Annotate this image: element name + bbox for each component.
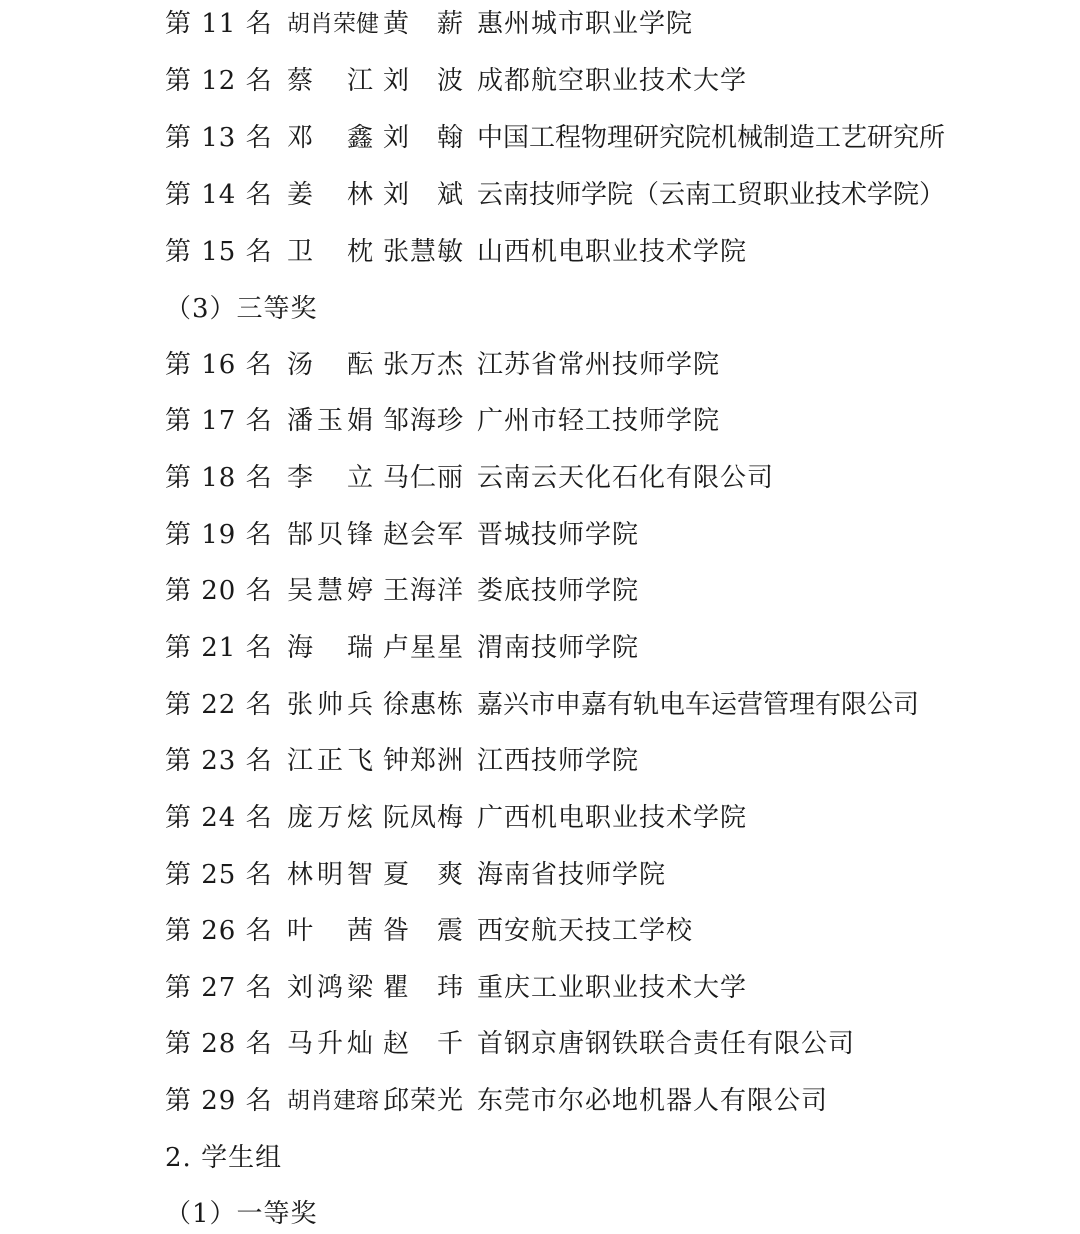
name-secondary: 王海洋 <box>383 576 463 606</box>
name-secondary: 张万杰 <box>383 350 463 380</box>
organization: 晋城技师学院 <box>477 520 640 550</box>
name-primary: 胡肖荣健 <box>287 11 379 37</box>
name-primary: 江正飞 <box>287 746 373 776</box>
award-tier-heading: （3）三等奖 <box>165 294 318 324</box>
name-secondary: 钟郑洲 <box>383 746 463 776</box>
rank-label: 第 22 名 <box>165 690 273 720</box>
name-secondary: 昝 震 <box>383 916 463 946</box>
rank-label: 第 21 名 <box>165 633 273 663</box>
name-secondary: 黄 薪 <box>383 9 463 39</box>
organization: 江西技师学院 <box>477 746 640 776</box>
name-secondary: 刘 斌 <box>383 180 463 210</box>
name-primary: 叶 茜 <box>287 916 373 946</box>
rank-label: 第 29 名 <box>165 1086 273 1116</box>
rank-label: 第 11 名 <box>165 9 273 39</box>
organization: 渭南技师学院 <box>477 633 640 663</box>
name-primary: 刘鸿梁 <box>287 973 373 1003</box>
name-secondary: 夏 爽 <box>383 860 463 890</box>
organization: 东莞市尔必地机器人有限公司 <box>477 1086 829 1116</box>
organization: 云南云天化石化有限公司 <box>477 463 775 493</box>
organization: 西安航天技工学校 <box>477 916 694 946</box>
name-primary: 林明智 <box>287 860 373 890</box>
organization: 广州市轻工技师学院 <box>477 406 721 436</box>
name-primary: 郜贝锋 <box>287 520 373 550</box>
organization: 惠州城市职业学院 <box>477 9 694 39</box>
name-secondary: 刘 波 <box>383 66 463 96</box>
organization: 娄底技师学院 <box>477 576 640 606</box>
organization: 山西机电职业技术学院 <box>477 237 748 267</box>
name-secondary: 徐惠栋 <box>383 690 463 720</box>
rank-label: 第 25 名 <box>165 860 273 890</box>
name-secondary: 赵 千 <box>383 1029 463 1059</box>
name-primary: 李 立 <box>287 463 373 493</box>
organization: 江苏省常州技师学院 <box>477 350 721 380</box>
name-primary: 庞万炫 <box>287 803 373 833</box>
rank-label: 第 19 名 <box>165 520 273 550</box>
name-secondary: 瞿 玮 <box>383 973 463 1003</box>
rank-label: 第 18 名 <box>165 463 273 493</box>
rank-label: 第 15 名 <box>165 237 273 267</box>
award-tier-heading: （1）一等奖 <box>165 1199 318 1229</box>
name-primary: 胡肖建瑢 <box>287 1088 379 1114</box>
rank-label: 第 26 名 <box>165 916 273 946</box>
rank-label: 第 27 名 <box>165 973 273 1003</box>
name-primary: 马升灿 <box>287 1029 373 1059</box>
name-primary: 海 瑞 <box>287 633 373 663</box>
rank-label: 第 16 名 <box>165 350 273 380</box>
name-primary: 蔡 江 <box>287 66 373 96</box>
rank-label: 第 12 名 <box>165 66 273 96</box>
name-primary: 吴慧婷 <box>287 576 373 606</box>
organization: 海南省技师学院 <box>477 860 667 890</box>
name-secondary: 卢星星 <box>383 633 463 663</box>
organization: 首钢京唐钢铁联合责任有限公司 <box>477 1029 856 1059</box>
name-primary: 姜 林 <box>287 180 373 210</box>
group-heading: 2. 学生组 <box>165 1143 283 1173</box>
organization: 云南技师学院（云南工贸职业技术学院） <box>477 180 946 210</box>
rank-label: 第 17 名 <box>165 406 273 436</box>
name-secondary: 马仁丽 <box>383 463 463 493</box>
organization: 中国工程物理研究院机械制造工艺研究所 <box>477 123 946 153</box>
name-primary: 张帅兵 <box>287 690 373 720</box>
rank-label: 第 24 名 <box>165 803 273 833</box>
organization: 嘉兴市申嘉有轨电车运营管理有限公司 <box>477 690 920 720</box>
name-primary: 汤 酝 <box>287 350 373 380</box>
organization: 重庆工业职业技术大学 <box>477 973 748 1003</box>
name-primary: 潘玉娟 <box>287 406 373 436</box>
name-secondary: 刘 翰 <box>383 123 463 153</box>
rank-label: 第 28 名 <box>165 1029 273 1059</box>
rank-label: 第 20 名 <box>165 576 273 606</box>
name-secondary: 邱荣光 <box>383 1086 463 1116</box>
rank-label: 第 14 名 <box>165 180 273 210</box>
name-secondary: 张慧敏 <box>383 237 463 267</box>
rank-label: 第 13 名 <box>165 123 273 153</box>
organization: 成都航空职业技术大学 <box>477 66 748 96</box>
name-secondary: 赵会军 <box>383 520 463 550</box>
name-secondary: 邹海珍 <box>383 406 463 436</box>
rank-label: 第 23 名 <box>165 746 273 776</box>
organization: 广西机电职业技术学院 <box>477 803 748 833</box>
name-primary: 卫 枕 <box>287 237 373 267</box>
name-secondary: 阮凤梅 <box>383 803 463 833</box>
name-primary: 邓 鑫 <box>287 123 373 153</box>
